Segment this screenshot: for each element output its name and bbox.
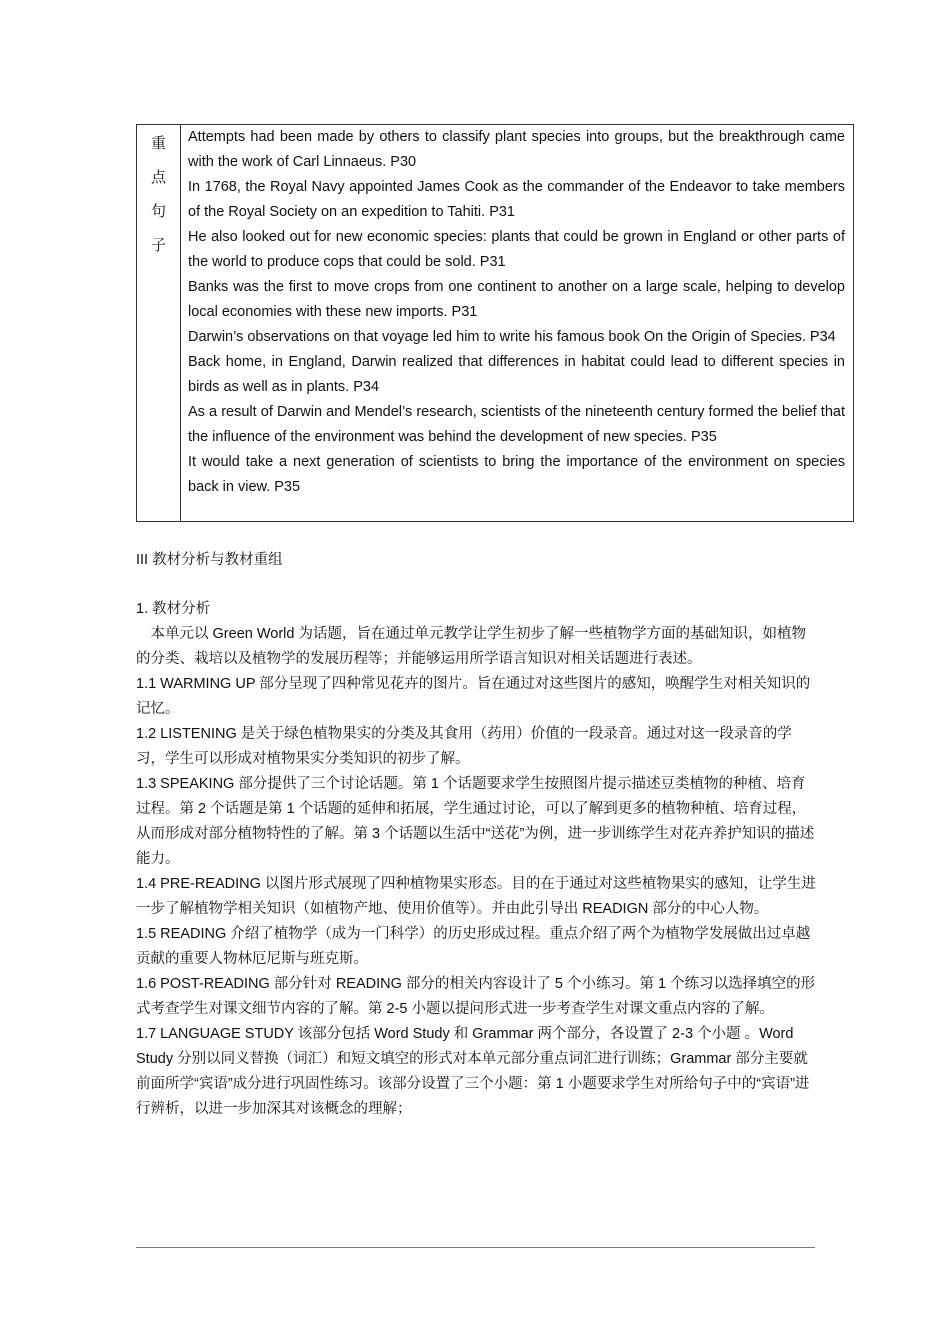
column-divider [180, 125, 181, 521]
label-char: 子 [150, 237, 166, 254]
analysis-paragraph: 本单元以 Green World 为话题，旨在通过单元教学让学生初步了解一些植物学方面的基础知识，如植物的分类、栽培以及植物学的发展历程等；并能够运用所学语言知识对相关话题进行表述。 [136, 626, 806, 667]
analysis-paragraph: 1.7 LANGUAGE STUDY 该部分包括 Word Study 和 Grammar 两个部分，各设置了 2-3 个小题 。Word Study 分别以同义替换（词汇）和短文填空的形式对本单元部分重点词汇进行训练；Grammar 部分主要就前面所学“宾语”成分进行巩固性练习。该部分设置了三个小题：第 1 小题要求学生对所给句子中的“宾语”进行辨析，以进一步加深其对该概念的理解； [136, 1026, 810, 1117]
key-sentence: It would take a next generation of scientists to bring the importance of the environment on species back in view. P35 [188, 454, 845, 495]
key-sentence: Darwin’s observations on that voyage led him to write his famous book On the Origin of Species. P34 [188, 329, 836, 345]
analysis-heading: 1. 教材分析 [136, 601, 211, 617]
analysis-paragraph: 1.1 WARMING UP 部分呈现了四种常见花卉的图片。旨在通过对这些图片的感知，唤醒学生对相关知识的记忆。 [136, 676, 811, 717]
analysis-paragraph: 1.5 READING 介绍了植物学（成为一门科学）的历史形成过程。重点介绍了两个为植物学发展做出过卓越贡献的重要人物林厄尼斯与班克斯。 [136, 926, 811, 967]
label-char: 点 [150, 169, 166, 186]
key-sentences-label [137, 127, 180, 263]
key-sentence: In 1768, the Royal Navy appointed James Cook as the commander of the Endeavor to take members of the Royal Society on an expedition to Tahiti. P31 [188, 179, 845, 220]
analysis-paragraph: 1.4 PRE-READING 以图片形式展现了四种植物果实形态。目的在于通过对这些植物果实的感知，让学生进一步了解植物学相关知识（如植物产地、使用价值等）。并由此引导出 READIGN 部分的中心人物。 [136, 876, 816, 917]
label-char: 重 [150, 135, 166, 152]
analysis-paragraph: 1.2 LISTENING 是关于绿色植物果实的分类及其食用（药用）价值的一段录音。通过对这一段录音的学习，学生可以形成对植物果实分类知识的初步了解。 [136, 726, 792, 767]
section-heading: III 教材分析与教材重组 [136, 552, 283, 568]
footer-rule [136, 1247, 815, 1248]
key-sentence: Back home, in England, Darwin realized that differences in habitat could lead to different species in birds as well as in plants. P34 [188, 354, 845, 395]
key-sentence: Banks was the first to move crops from one continent to another on a large scale, helping to develop local economies with these new imports. P31 [188, 279, 845, 320]
analysis-paragraph: 1.3 SPEAKING 部分提供了三个讨论话题。第 1 个话题要求学生按照图片提示描述豆类植物的种植、培育过程。第 2 个话题是第 1 个话题的延伸和拓展，学生通过讨论，可以了解到更多的植物种植、培育过程，从而形成对部分植物特性的了解。第 3 个话题以生活中“送花”为例，进一步训练学生对花卉养护知识的描述能力。 [136, 776, 815, 867]
key-sentence: Attempts had been made by others to classify plant species into groups, but the breakthrough came with the work of Carl Linnaeus. P30 [188, 129, 845, 170]
key-sentences-table [136, 124, 854, 522]
key-sentence: He also looked out for new economic species: plants that could be grown in England or other parts of the world to produce cops that could be sold. P31 [188, 229, 845, 270]
analysis-paragraph: 1.6 POST-READING 部分针对 READING 部分的相关内容设计了 5 个小练习。第 1 个练习以选择填空的形式考查学生对课文细节内容的了解。第 2-5 小题以提问形式进一步考查学生对课文重点内容的了解。 [136, 976, 816, 1017]
sentence-list [188, 125, 845, 500]
analysis-section [136, 597, 816, 1122]
label-char: 句 [150, 203, 166, 220]
key-sentence: As a result of Darwin and Mendel’s research, scientists of the nineteenth century formed the belief that the influence of the environment was behind the development of new species. P35 [188, 404, 845, 445]
